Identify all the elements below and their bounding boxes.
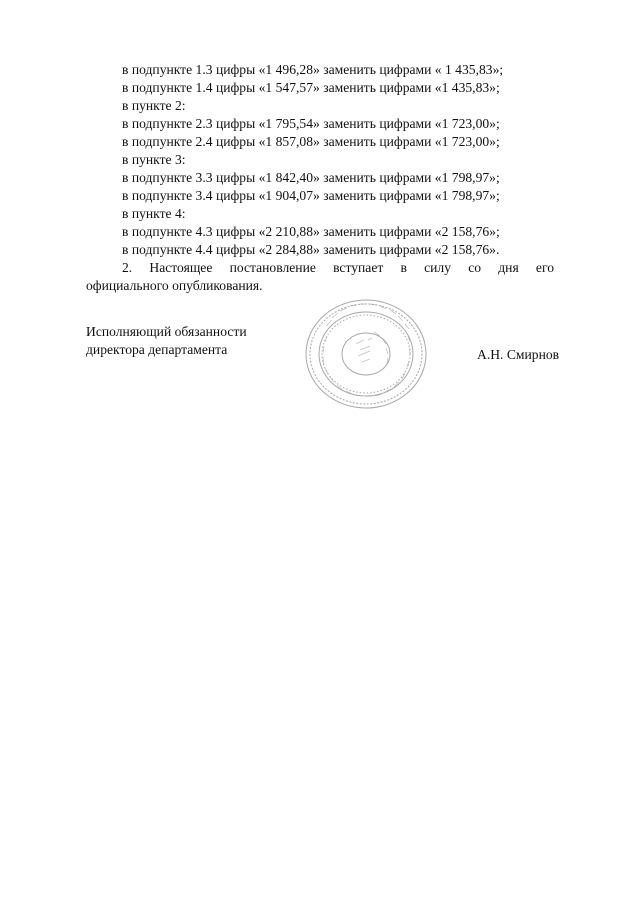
- section-heading: в пункте 4:: [122, 206, 186, 221]
- clause-word: силу: [424, 260, 452, 275]
- amendment-line: в подпункте 1.3 цифры «1 496,28» заменить цифрами « 1 435,83»;: [122, 62, 504, 77]
- clause-word: его: [535, 260, 554, 275]
- clause-word: вступает: [333, 260, 384, 275]
- signatory-position-line-2: директора департамента: [86, 342, 228, 357]
- amendment-line: в подпункте 3.4 цифры «1 904,07» заменить цифрами «1 798,97»;: [122, 188, 500, 203]
- amendment-line: в подпункте 2.3 цифры «1 795,54» заменить цифрами «1 723,00»;: [122, 116, 500, 131]
- signatory-name: А.Н. Смирнов: [477, 347, 560, 362]
- clause-word: 2. Настоящее: [122, 260, 213, 275]
- official-seal-stamp: [302, 296, 430, 412]
- amendment-line: в подпункте 2.4 цифры «1 857,08» заменить цифрами «1 723,00»;: [122, 134, 500, 149]
- amendment-line: в подпункте 1.4 цифры «1 547,57» заменить цифрами «1 435,83»;: [122, 80, 500, 95]
- clause-2-continuation: официального опубликования.: [86, 278, 263, 293]
- clause-word: в: [400, 260, 407, 275]
- section-heading: в пункте 3:: [122, 152, 186, 167]
- clause-word: со: [468, 260, 482, 275]
- amendment-line: в подпункте 4.3 цифры «2 210,88» заменить цифрами «2 158,76»;: [122, 224, 500, 239]
- clause-word: дня: [498, 260, 519, 275]
- amendment-line: в подпункте 3.3 цифры «1 842,40» заменить цифрами «1 798,97»;: [122, 170, 500, 185]
- clause-2-first-line: [122, 259, 554, 277]
- section-heading: в пункте 2:: [122, 98, 186, 113]
- clause-word: постановление: [229, 260, 316, 275]
- amendment-line: в подпункте 4.4 цифры «2 284,88» заменить цифрами «2 158,76».: [122, 242, 500, 257]
- signatory-position-line-1: Исполняющий обязанности: [86, 324, 247, 339]
